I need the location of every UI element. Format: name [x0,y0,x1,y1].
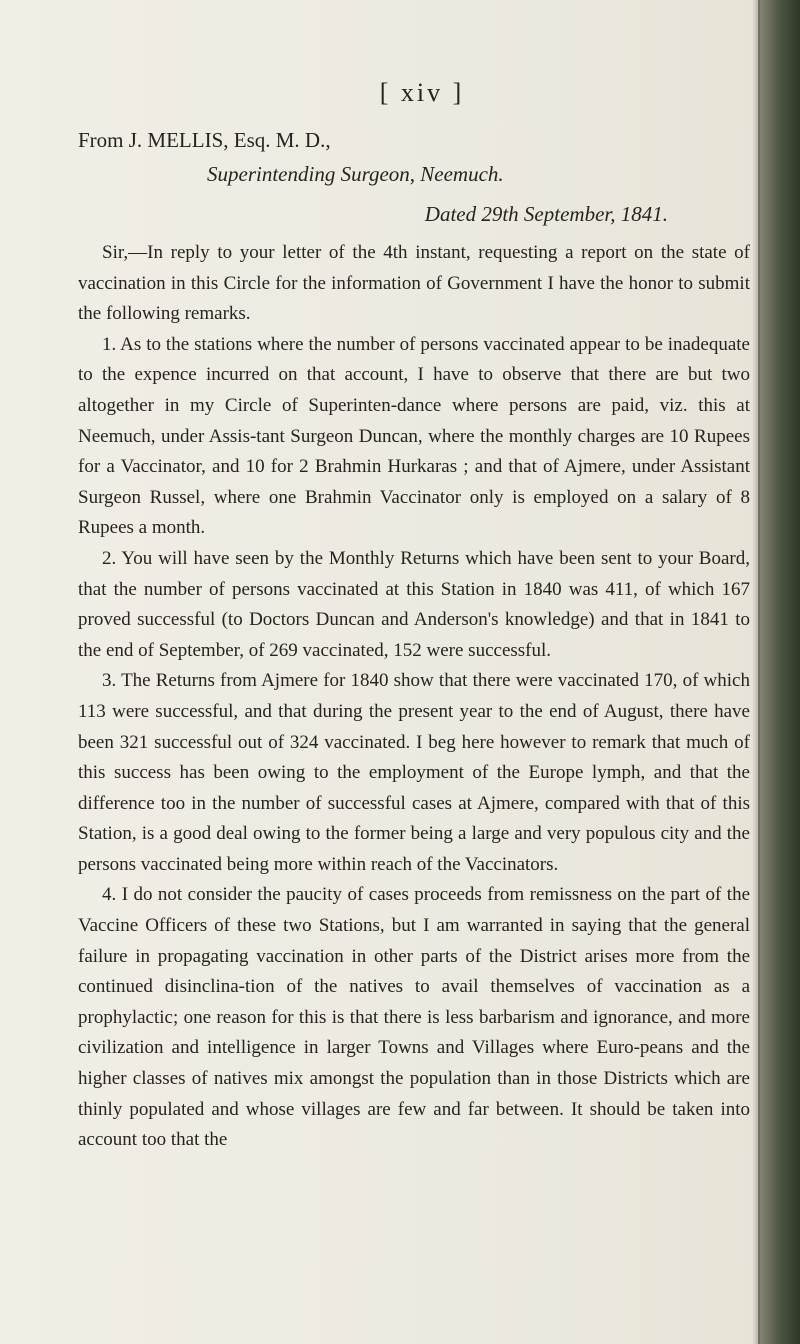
letter-date: Dated 29th September, 1841. [424,202,668,226]
paragraph-2: 2. You will have seen by the Monthly Returns which have been sent to your Board, that the number of persons vaccinated at this Station in 1840 was 411, of which 167 proved successful (to Doctors Duncan and Anderson's knowledge) and that in 1841 to the end of September, of 269 vaccinated, 152 were successful. [78,547,750,661]
paragraph-4: 4. I do not consider the paucity of cases proceeds from remissness on the part of the Vaccine Officers of these two Stations, but I am warranted in saying that the general failure in propagating vaccination in other parts of the District arises more from the continued disinclina-tion of the natives to avail themselves of vaccination as a prophylactic; one reason for this is that there is less barbarism and ignorance, and more civilization and intelligence in larger Towns and Villages where Euro-peans and the higher classes of natives mix amongst the population than in those Districts which are thinly populated and whose villages are few and far between. It should be taken into account too that the [78,884,750,1151]
paragraph-1: 1. As to the stations where the number of persons vaccinated appear to be inadequate to the expence incurred on that account, I have to observe that there are but two altogether in my Circle of Superinten-dance where persons are paid, viz. this at Neemuch, under Assis-tant Surgeon Duncan, where the monthly charges are 10 Rupees for a Vaccinator, and 10 for 2 Brahmin Hurkaras ; and that of Ajmere, under Assistant Surgeon Russel, where one Brahmin Vaccinator only is employed on a salary of 8 Rupees a month. [78,333,750,539]
sender-title: Superintending Surgeon, Neemuch. [207,162,504,186]
letter-body [78,78,750,1156]
paragraph-3: 3. The Returns from Ajmere for 1840 show that there were vaccinated 170, of which 113 were successful, and that during the present year to the end of August, there have been 321 successful out of 324 vaccinated. I beg here however to remark that much of this success has been owing to the employment of the Europe lymph, and that the difference too in the number of successful cases at Ajmere, compared with that of this Station, is a good deal owing to the former being a large and very populous city and the persons vaccinated being more within reach of the Vaccinators. [78,670,750,875]
page-number: [ xiv ] [379,78,465,107]
salutation-paragraph: Sir,—In reply to your letter of the 4th instant, requesting a report on the state of vaccination in this Circle for the information of Government I have the honor to submit the following remarks. [78,242,750,325]
book-binding-edge [758,0,800,1344]
letter-sender: From J. MELLIS, Esq. M. D., [78,128,331,152]
